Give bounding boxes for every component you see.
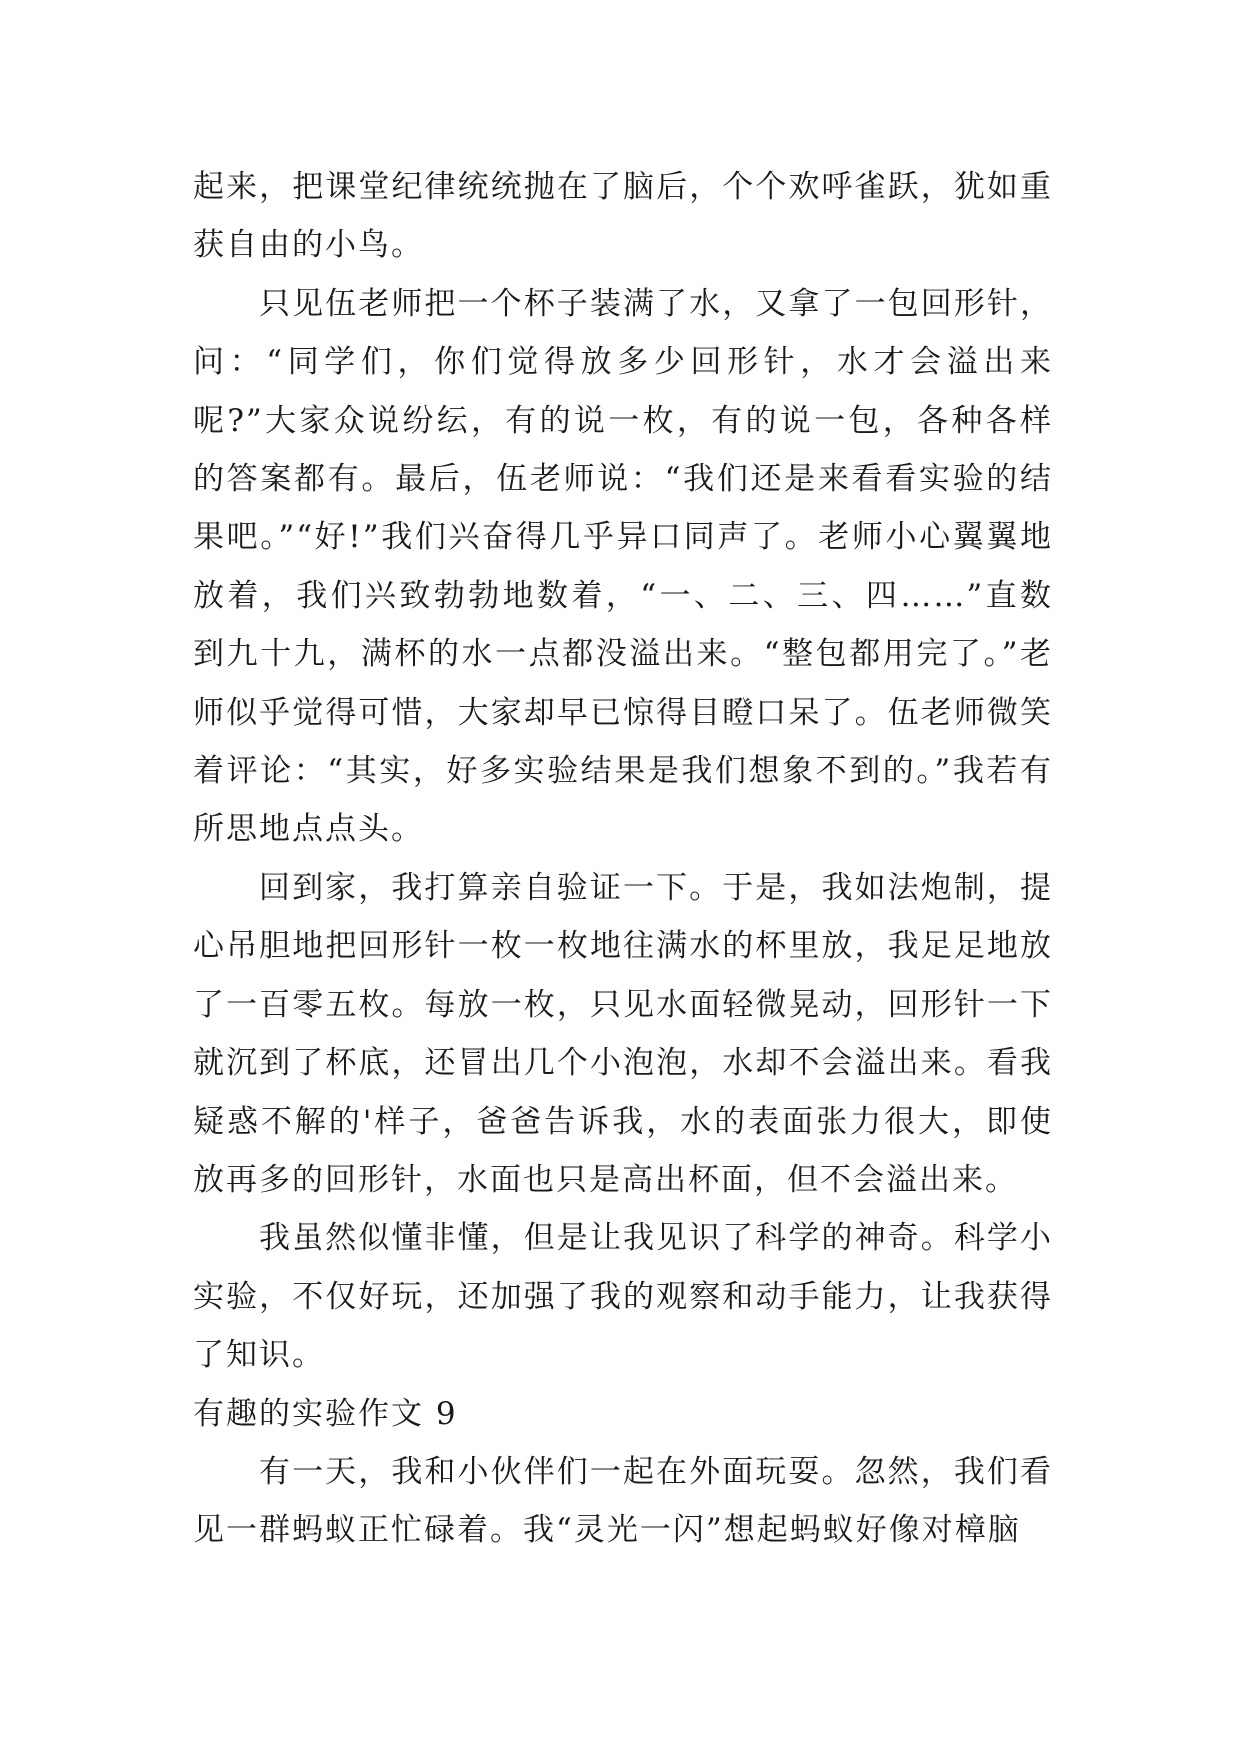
paragraph-2: 只见伍老师把一个杯子装满了水，又拿了一包回形针，问：“同学们，你们觉得放多少回形针，水才会溢出来呢?”大家众说纷纭，有的说一枚，有的说一包，各种各样的答案都有。最后，伍老师说：“我们还是来看看实验的结果吧。”“好!”我们兴奋得几乎异口同声了。老师小心翼翼地放着，我们兴致勃勃地数着，“一、二、三、四……”直数到九十九，满杯的水一点都没溢出来。“整包都用完了。”老师似乎觉得可惜，大家却早已惊得目瞪口呆了。伍老师微笑着评论：“其实，好多实验结果是我们想象不到的。”我若有所思地点点头。 bbox=[193, 285, 1053, 848]
paragraph-4: 我虽然似懂非懂，但是让我见识了科学的神奇。科学小实验，不仅好玩，还加强了我的观察和动手能力，让我获得了知识。 bbox=[193, 1220, 1053, 1374]
paragraph-5: 有一天，我和小伙伴们一起在外面玩耍。忽然，我们看见一群蚂蚁正忙碌着。我“灵光一闪”想起蚂蚁好像对樟脑 bbox=[193, 1453, 1053, 1549]
document-body bbox=[193, 158, 1053, 1560]
section-heading: 有趣的实验作文 9 bbox=[193, 1395, 458, 1432]
paragraph-1: 起来，把课堂纪律统统抛在了脑后，个个欢呼雀跃，犹如重获自由的小鸟。 bbox=[193, 169, 1053, 264]
paragraph-3: 回到家，我打算亲自验证一下。于是，我如法炮制，提心吊胆地把回形针一枚一枚地往满水的杯里放，我足足地放了一百零五枚。每放一枚，只见水面轻微晃动，回形针一下就沉到了杯底，还冒出几个小泡泡，水却不会溢出来。看我疑惑不解的'样子，爸爸告诉我，水的表面张力很大，即使放再多的回形针，水面也只是高出杯面，但不会溢出来。 bbox=[193, 869, 1053, 1198]
